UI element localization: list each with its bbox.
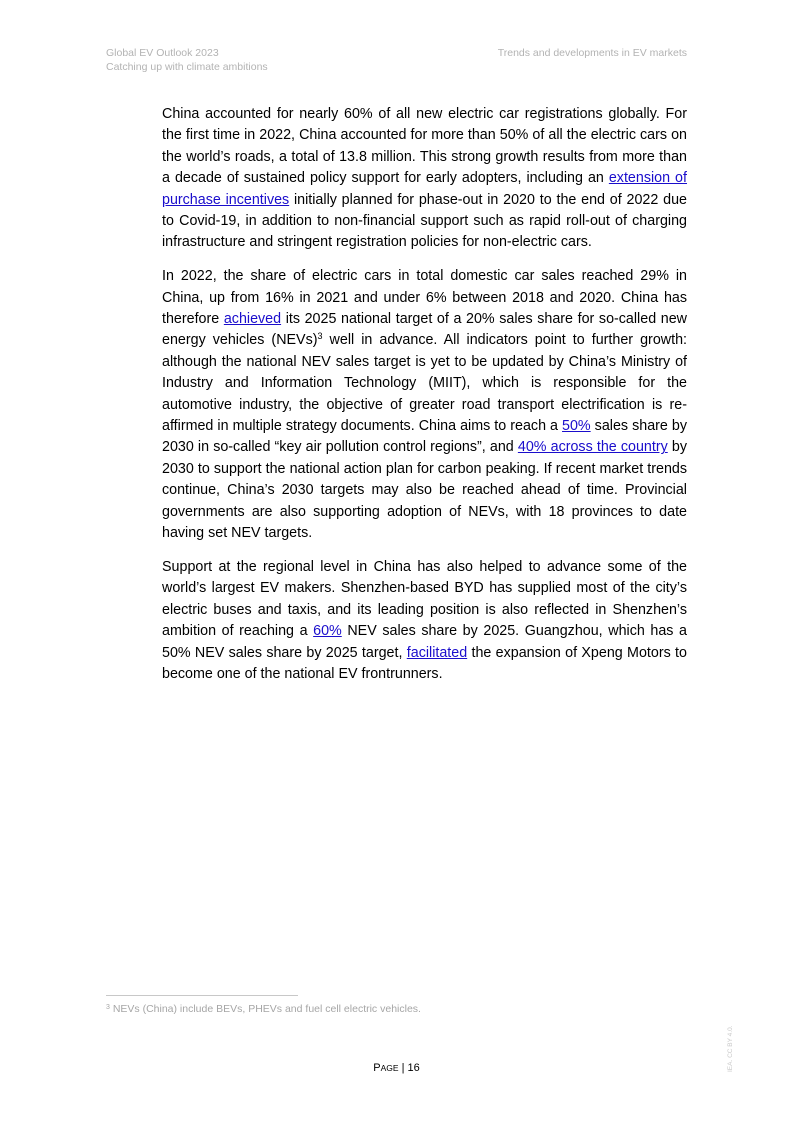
page-number: PAGE | 16	[373, 1062, 420, 1074]
footnote-text: NEVs (China) include BEVs, PHEVs and fuel cell electric vehicles.	[109, 1003, 421, 1015]
footnote-reference: 3	[317, 331, 323, 342]
license-notice: IEA. CC BY 4.0.	[727, 1025, 734, 1072]
footnote-divider	[106, 995, 298, 996]
body-text	[162, 104, 687, 698]
link-40-percent-across-the-country[interactable]: 40% across the country	[517, 439, 668, 456]
footnote	[106, 1003, 421, 1015]
running-header-right: Trends and developments in EV markets	[497, 47, 687, 59]
link-50-percent[interactable]: 50%	[562, 418, 591, 435]
link-achieved[interactable]: achieved	[223, 311, 282, 328]
footnote-number: 3	[106, 1004, 110, 1011]
running-header-left	[106, 46, 268, 74]
paragraph-1: China accounted for nearly 60% of all new electric car registrations globally. For the first time in 2022, China accounted for more than 50% of all the electric cars on the world’s roads, a total of 13.8 million. This strong growth results from more than a decade of sustained policy support for early adopters, including an extension of purchase incentives initially planned for phase-out in 2020 to the end of 2022 due to Covid-19, in addition to non-financial support such as rapid roll-out of charging infrastructure and stringent registration policies for non-electric cars.	[162, 106, 687, 251]
link-60-percent[interactable]: 60%	[313, 623, 342, 640]
report-subtitle: Catching up with climate ambitions	[106, 61, 268, 73]
link-extension-of-purchase-incentives[interactable]: extension of purchase incentives	[162, 170, 687, 208]
link-facilitated[interactable]: facilitated	[406, 644, 468, 661]
paragraph-2: In 2022, the share of electric cars in total domestic car sales reached 29% in China, up from 16% in 2021 and under 6% between 2018 and 2020. China has therefore achieved its 2025 national target of a 20% sales share for so-called new energy vehicles (NEVs)$^3$ well in advance. All indicators point to further growth: although the national NEV sales target is yet to be updated by China’s Ministry of Industry and Information Technology (MIIT), which is responsible for the automotive industry, the objective of greater road transport electrification is re-affirmed in multiple strategy documents. China aims to reach a 50% sales share by 2030 in so-called “key air pollution control regions”, and 40% across the country by 2030 to support the national action plan for carbon peaking. If recent market trends continue, China’s 2030 targets may also be reached ahead of time. Provincial governments are also supporting adoption of NEVs, with 18 provinces to date having set NEV targets.	[162, 268, 687, 542]
paragraph-3: Support at the regional level in China has also helped to advance some of the world’s largest EV makers. Shenzhen-based BYD has supplied most of the city’s electric buses and taxis, and its leading position is also reflected in Shenzhen’s ambition of reaching a 60% NEV sales share by 2025. Guangzhou, which has a 50% NEV sales share by 2025 target, facilitated the expansion of Xpeng Motors to become one of the national EV frontrunners.	[162, 558, 687, 682]
report-title: Global EV Outlook 2023	[106, 47, 219, 59]
